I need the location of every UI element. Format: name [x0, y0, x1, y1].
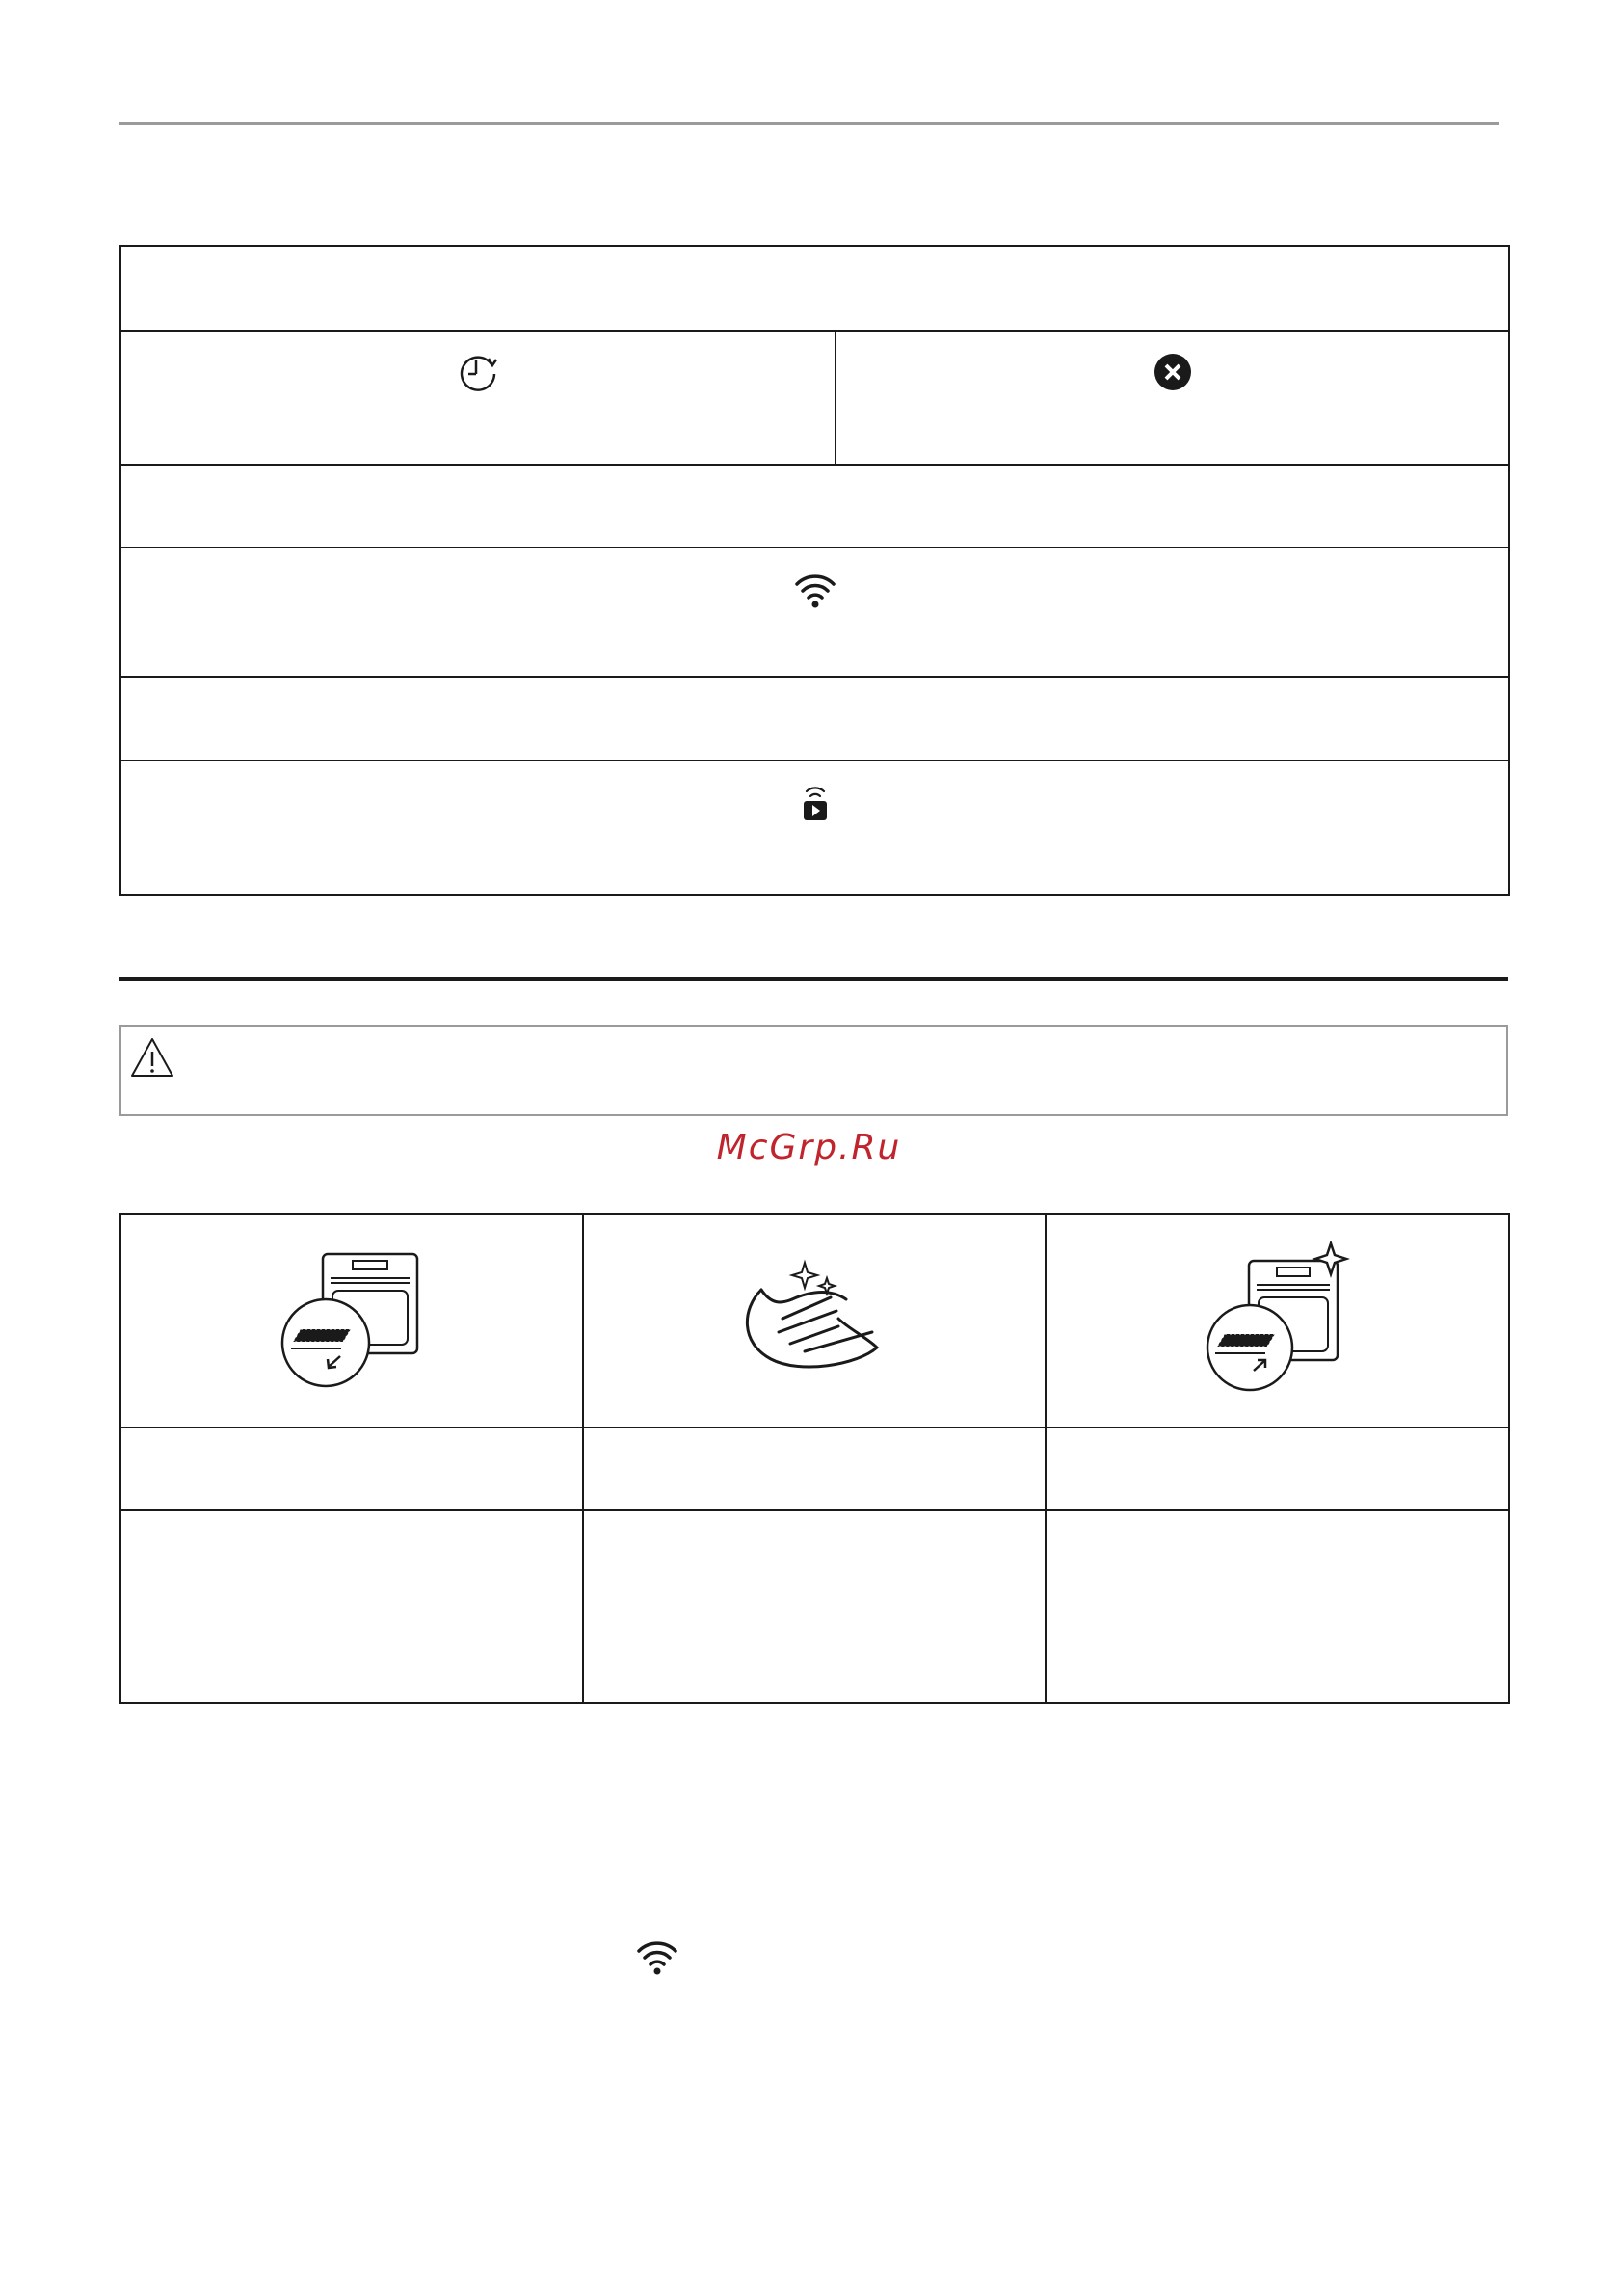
table-row: [120, 547, 1509, 677]
table-cell: [120, 1214, 583, 1428]
table-cell: [836, 331, 1509, 465]
control-table: [119, 245, 1510, 896]
watermark: McGrp.Ru: [716, 1128, 902, 1167]
wifi-icon: [794, 572, 836, 610]
table-cell: [120, 1510, 583, 1703]
table-cell: [120, 761, 1509, 895]
table-cell: [583, 1214, 1046, 1428]
table-row: [120, 465, 1509, 547]
oven-insert-shelf-icon: [1206, 1241, 1350, 1396]
table-row: [120, 331, 1509, 465]
table-cell: [120, 677, 1509, 761]
warning-triangle-icon: [129, 1036, 175, 1083]
cancel-circle-icon: [1154, 353, 1192, 391]
hand-wipe-cloth-icon: [732, 1251, 896, 1386]
table-row: [120, 1428, 1509, 1510]
table-cell: [120, 547, 1509, 677]
table-cell: [1046, 1428, 1509, 1510]
table-row: [120, 761, 1509, 895]
table-row: [120, 246, 1509, 331]
header-rule: [119, 122, 1499, 125]
table-cell: [120, 1428, 583, 1510]
oven-remove-shelf-icon: [279, 1246, 424, 1391]
table-cell: [1046, 1510, 1509, 1703]
wifi-icon: [636, 1938, 678, 1982]
table-cell: [120, 331, 836, 465]
table-row: [120, 1510, 1509, 1703]
table-cell: [120, 246, 1509, 331]
table-cell: [583, 1510, 1046, 1703]
timer-icon: [457, 351, 499, 393]
cleaning-steps-table: [119, 1213, 1510, 1704]
table-row: [120, 677, 1509, 761]
table-cell: [583, 1428, 1046, 1510]
table-cell: [120, 465, 1509, 547]
table-row: [120, 1214, 1509, 1428]
table-cell: [1046, 1214, 1509, 1428]
section-divider: [119, 977, 1508, 981]
remote-start-icon: [801, 785, 830, 823]
warning-box: [119, 1025, 1508, 1116]
